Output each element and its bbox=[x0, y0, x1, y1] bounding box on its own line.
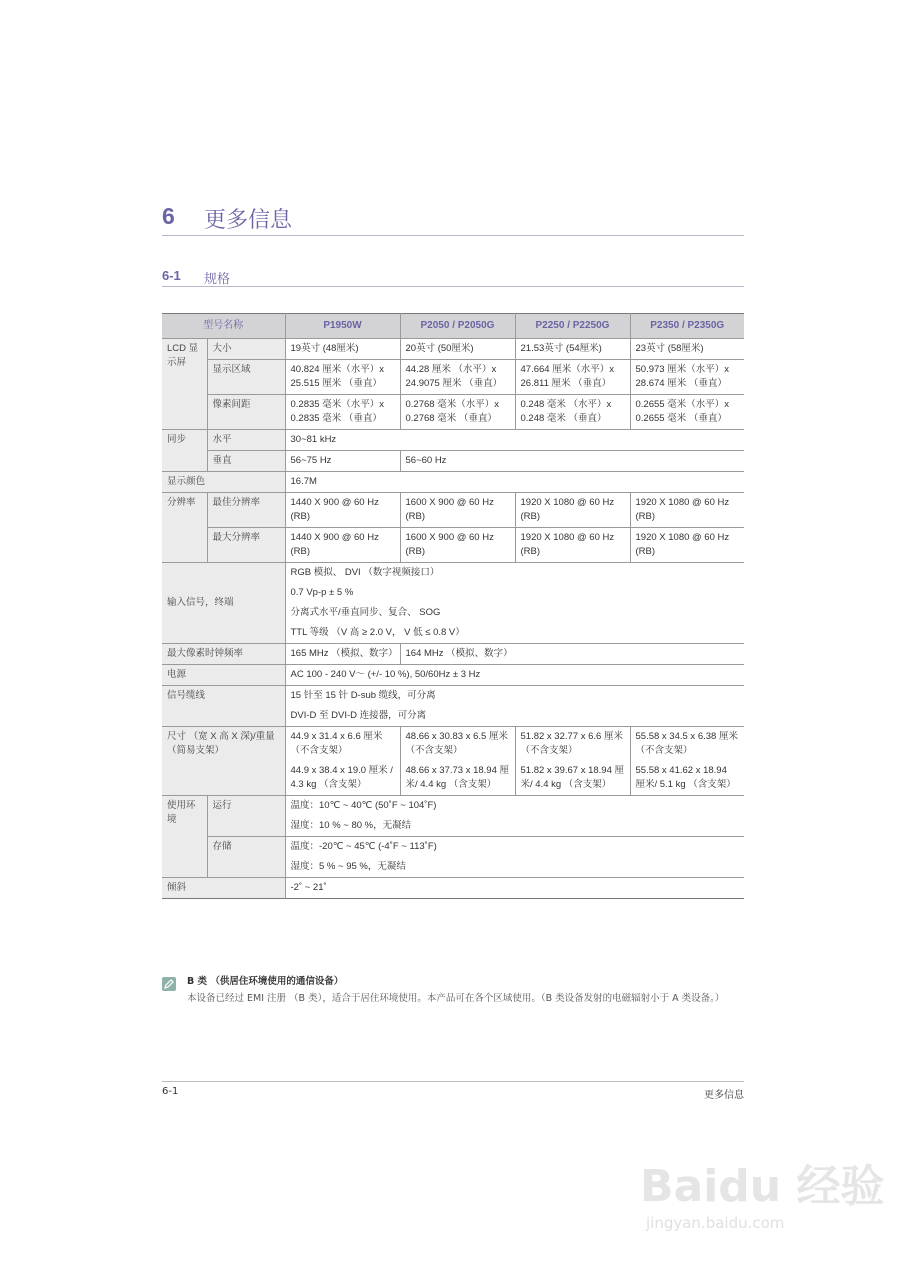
header-model: P2350 / P2350G bbox=[630, 314, 744, 339]
line: 分离式水平/垂直同步、复合、 SOG bbox=[290, 607, 441, 618]
table-row bbox=[162, 339, 744, 360]
line: 55.58 x 34.5 x 6.38 厘米 （不含支架） bbox=[635, 731, 738, 756]
watermark-url: jingyan.baidu.com bbox=[646, 1214, 785, 1232]
table-row bbox=[162, 430, 744, 451]
chapter-heading bbox=[162, 203, 744, 236]
table-row bbox=[162, 686, 744, 727]
section-title: 规格 bbox=[204, 272, 231, 287]
cell: AC 100 - 240 V～ (+/- 10 %), 50/60Hz ± 3 Hz bbox=[285, 665, 744, 686]
row-label: 显示颜色 bbox=[162, 472, 285, 493]
cell: 1440 X 900 @ 60 Hz (RB) bbox=[285, 528, 400, 563]
row-label: 尺寸 （宽 X 高 X 深)/重量 （简易支架） bbox=[162, 727, 285, 796]
cell bbox=[400, 727, 515, 796]
line: RGB 模拟、 DVI （数字视频接口） bbox=[290, 567, 440, 578]
table-row bbox=[162, 727, 744, 796]
row-label: 倾斜 bbox=[162, 878, 285, 899]
cell: 56~60 Hz bbox=[400, 451, 744, 472]
line: 51.82 x 39.67 x 18.94 厘米/ 4.4 kg （含支架） bbox=[520, 765, 625, 790]
line: 温度：-20℃ ~ 45℃ (-4˚F ~ 113˚F) bbox=[290, 841, 437, 852]
line: 15 针至 15 针 D-sub 缆线，可分离 bbox=[290, 690, 436, 701]
cell: 1600 X 900 @ 60 Hz (RB) bbox=[400, 528, 515, 563]
table-row bbox=[162, 528, 744, 563]
chapter-title: 更多信息 bbox=[204, 208, 293, 233]
row-label: 信号缆线 bbox=[162, 686, 285, 727]
table-row bbox=[162, 837, 744, 878]
row-label: 最佳分辨率 bbox=[207, 493, 285, 528]
table-row bbox=[162, 472, 744, 493]
row-group-label: 同步 bbox=[162, 430, 207, 472]
line: 44.9 x 31.4 x 6.6 厘米 （不含支架） bbox=[290, 731, 383, 756]
line: 44.9 x 38.4 x 19.0 厘米 / 4.3 kg （含支架） bbox=[290, 765, 393, 790]
table-row bbox=[162, 451, 744, 472]
cell: 23英寸 (58厘米) bbox=[630, 339, 744, 360]
line: DVI-D 至 DVI-D 连接器，可分离 bbox=[290, 710, 427, 721]
table-header bbox=[162, 314, 744, 339]
table-row bbox=[162, 644, 744, 665]
header-model: P1950W bbox=[285, 314, 400, 339]
cell: 56~75 Hz bbox=[285, 451, 400, 472]
header-model-name: 型号名称 bbox=[162, 314, 285, 339]
row-label: 存储 bbox=[207, 837, 285, 878]
cell: 40.824 厘米（水平）x 25.515 厘米 （垂直） bbox=[285, 360, 400, 395]
cell: 16.7M bbox=[285, 472, 744, 493]
footer-chapter: 更多信息 bbox=[704, 1090, 744, 1101]
cell bbox=[285, 837, 744, 878]
cell: 164 MHz （模拟、数字） bbox=[400, 644, 744, 665]
row-group-label: LCD 显示屏 bbox=[162, 339, 207, 430]
line: 湿度：10 % ~ 80 %，无凝结 bbox=[290, 820, 412, 831]
cell: 1600 X 900 @ 60 Hz (RB) bbox=[400, 493, 515, 528]
note-pencil-icon bbox=[162, 977, 176, 991]
row-label: 运行 bbox=[207, 796, 285, 837]
page-number: 6-1 bbox=[162, 1086, 179, 1097]
line: 55.58 x 41.62 x 18.94 厘米/ 5.1 kg （含支架） bbox=[635, 765, 736, 790]
table-row bbox=[162, 360, 744, 395]
cell bbox=[630, 727, 744, 796]
row-group-label: 分辨率 bbox=[162, 493, 207, 563]
cell bbox=[515, 727, 630, 796]
watermark-logo: Baidu 经验 bbox=[640, 1161, 885, 1212]
cell bbox=[285, 686, 744, 727]
row-group-label: 使用环境 bbox=[162, 796, 207, 878]
header-model: P2250 / P2250G bbox=[515, 314, 630, 339]
line: 温度：10℃ ~ 40℃ (50˚F ~ 104˚F) bbox=[290, 800, 437, 811]
line: 48.66 x 30.83 x 6.5 厘米 （不含支架） bbox=[405, 731, 508, 756]
cell: 0.2768 毫米（水平）x 0.2768 毫米 （垂直） bbox=[400, 395, 515, 430]
cell: 165 MHz （模拟、数字） bbox=[285, 644, 400, 665]
page-footer bbox=[162, 1081, 744, 1101]
row-label: 大小 bbox=[207, 339, 285, 360]
table-row bbox=[162, 878, 744, 899]
cell bbox=[285, 727, 400, 796]
chapter-number: 6 bbox=[162, 203, 175, 229]
note-title: B 类 （供居住环境使用的通信设备） bbox=[187, 976, 344, 987]
cell: 0.2835 毫米（水平）x 0.2835 毫米 （垂直） bbox=[285, 395, 400, 430]
table-row bbox=[162, 796, 744, 837]
row-label: 最大分辨率 bbox=[207, 528, 285, 563]
header-model: P2050 / P2050G bbox=[400, 314, 515, 339]
line: 51.82 x 32.77 x 6.6 厘米 （不含支架） bbox=[520, 731, 623, 756]
cell: 50.973 厘米（水平）x 28.674 厘米 （垂直） bbox=[630, 360, 744, 395]
row-label: 最大像素时钟频率 bbox=[162, 644, 285, 665]
table-row bbox=[162, 665, 744, 686]
line: 0.7 Vp-p ± 5 % bbox=[290, 587, 354, 598]
note-body: 本设备已经过 EMI 注册 （B 类），适合于居住环境使用。本产品可在各个区域使用。（B 类设备发射的电磁辐射小于 A 类设备。） bbox=[187, 993, 725, 1004]
line: TTL 等级 （V 高 ≥ 2.0 V， V 低 ≤ 0.8 V） bbox=[290, 627, 465, 638]
table-row bbox=[162, 395, 744, 430]
row-label: 电源 bbox=[162, 665, 285, 686]
cell: 47.664 厘米（水平）x 26.811 厘米 （垂直） bbox=[515, 360, 630, 395]
cell: 1920 X 1080 @ 60 Hz (RB) bbox=[630, 493, 744, 528]
cell: 1920 X 1080 @ 60 Hz (RB) bbox=[515, 493, 630, 528]
cell: -2˚ ~ 21˚ bbox=[285, 878, 744, 899]
table-row bbox=[162, 493, 744, 528]
cell: 1920 X 1080 @ 60 Hz (RB) bbox=[515, 528, 630, 563]
cell: 21.53英寸 (54厘米) bbox=[515, 339, 630, 360]
section-number: 6-1 bbox=[162, 268, 181, 283]
row-label: 水平 bbox=[207, 430, 285, 451]
cell: 0.248 毫米 （水平）x 0.248 毫米 （垂直） bbox=[515, 395, 630, 430]
cell: 1920 X 1080 @ 60 Hz (RB) bbox=[630, 528, 744, 563]
row-label: 像素间距 bbox=[207, 395, 285, 430]
section-heading bbox=[162, 268, 744, 287]
cell: 30~81 kHz bbox=[285, 430, 744, 451]
cell bbox=[285, 796, 744, 837]
row-label: 输入信号，终端 bbox=[162, 563, 285, 644]
line: 湿度：5 % ~ 95 %，无凝结 bbox=[290, 861, 406, 872]
spec-table bbox=[162, 313, 744, 899]
table-row bbox=[162, 563, 744, 644]
row-label: 显示区域 bbox=[207, 360, 285, 395]
row-label: 垂直 bbox=[207, 451, 285, 472]
cell bbox=[285, 563, 744, 644]
cell: 1440 X 900 @ 60 Hz (RB) bbox=[285, 493, 400, 528]
cell: 19英寸 (48厘米) bbox=[285, 339, 400, 360]
cell: 0.2655 毫米（水平）x 0.2655 毫米 （垂直） bbox=[630, 395, 744, 430]
line: 48.66 x 37.73 x 18.94 厘米/ 4.4 kg （含支架） bbox=[405, 765, 510, 790]
cell: 44.28 厘米 （水平）x 24.9075 厘米 （垂直） bbox=[400, 360, 515, 395]
cell: 20英寸 (50厘米) bbox=[400, 339, 515, 360]
